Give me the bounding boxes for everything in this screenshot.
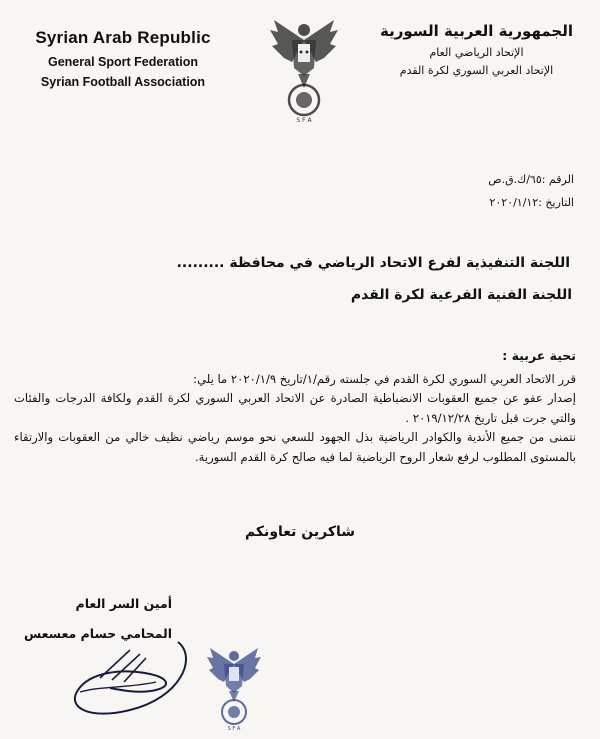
letter-body xyxy=(14,346,576,467)
header-english xyxy=(18,28,228,89)
reference-date: التاريخ :٢٠٢٠/١/١٢ xyxy=(489,196,574,209)
header-en-line3: Syrian Football Association xyxy=(40,75,206,89)
signer-title: أمين السر العام xyxy=(75,596,172,611)
header-en-line1: Syrian Arab Republic xyxy=(35,28,211,47)
body-paragraph-3: نتمنى من جميع الأندية والكوادر الرياضية بذل الجهود للسعي نحو موسم رياضي نظيف خالي من العقوبات والارتقاء بالمستوى المطلوب لرفع شعار الروح الرياضية لما فيه صالح كرة القدم السورية. xyxy=(14,430,576,464)
body-paragraph-1: قرر الاتحاد العربي السوري لكرة القدم في جلسته رقم/١/تاريخ ٢٠٢٠/١/٩ ما يلي: xyxy=(193,371,576,386)
stamp-emblem-icon xyxy=(205,640,263,732)
emblem-label: S F A xyxy=(296,117,312,124)
closing-thanks: شاكرين تعاونكم xyxy=(244,524,356,540)
addressee-line1: اللجنة التنفيذية لفرع الاتحاد الرياضي في محافظة ......... xyxy=(176,255,570,271)
handwritten-signature xyxy=(60,628,200,720)
reference-number: الرقم :٦٥/ك.ق.ص xyxy=(488,173,574,186)
stamp-label: S F A xyxy=(227,726,241,732)
greeting: تحية عربية : xyxy=(502,348,576,363)
addressee-line2: اللجنة الفنية الفرعية لكرة القدم xyxy=(350,287,572,303)
reference-block xyxy=(488,168,574,214)
header-arabic xyxy=(369,22,584,77)
body-paragraph-2: إصدار عفو عن جميع العقوبات الانضباطية الصادرة عن الاتحاد العربي السوري لكرة القدم ولكافة الدرجات والفئات والتي جرت قبل تاريخ ٢٠١٩/١٢/٢٨ . xyxy=(14,391,576,425)
header-ar-line2: الإتحاد الرياضي العام xyxy=(429,46,524,59)
header-en-line2: General Sport Federation xyxy=(47,55,199,69)
signer-name: المحامي حسام معسعس xyxy=(24,626,172,641)
header-ar-line3: الإتحاد العربي السوري لكرة القدم xyxy=(399,64,554,77)
eagle-emblem-icon xyxy=(268,10,340,125)
header-ar-line1: الجمهورية العربية السورية xyxy=(380,22,573,40)
